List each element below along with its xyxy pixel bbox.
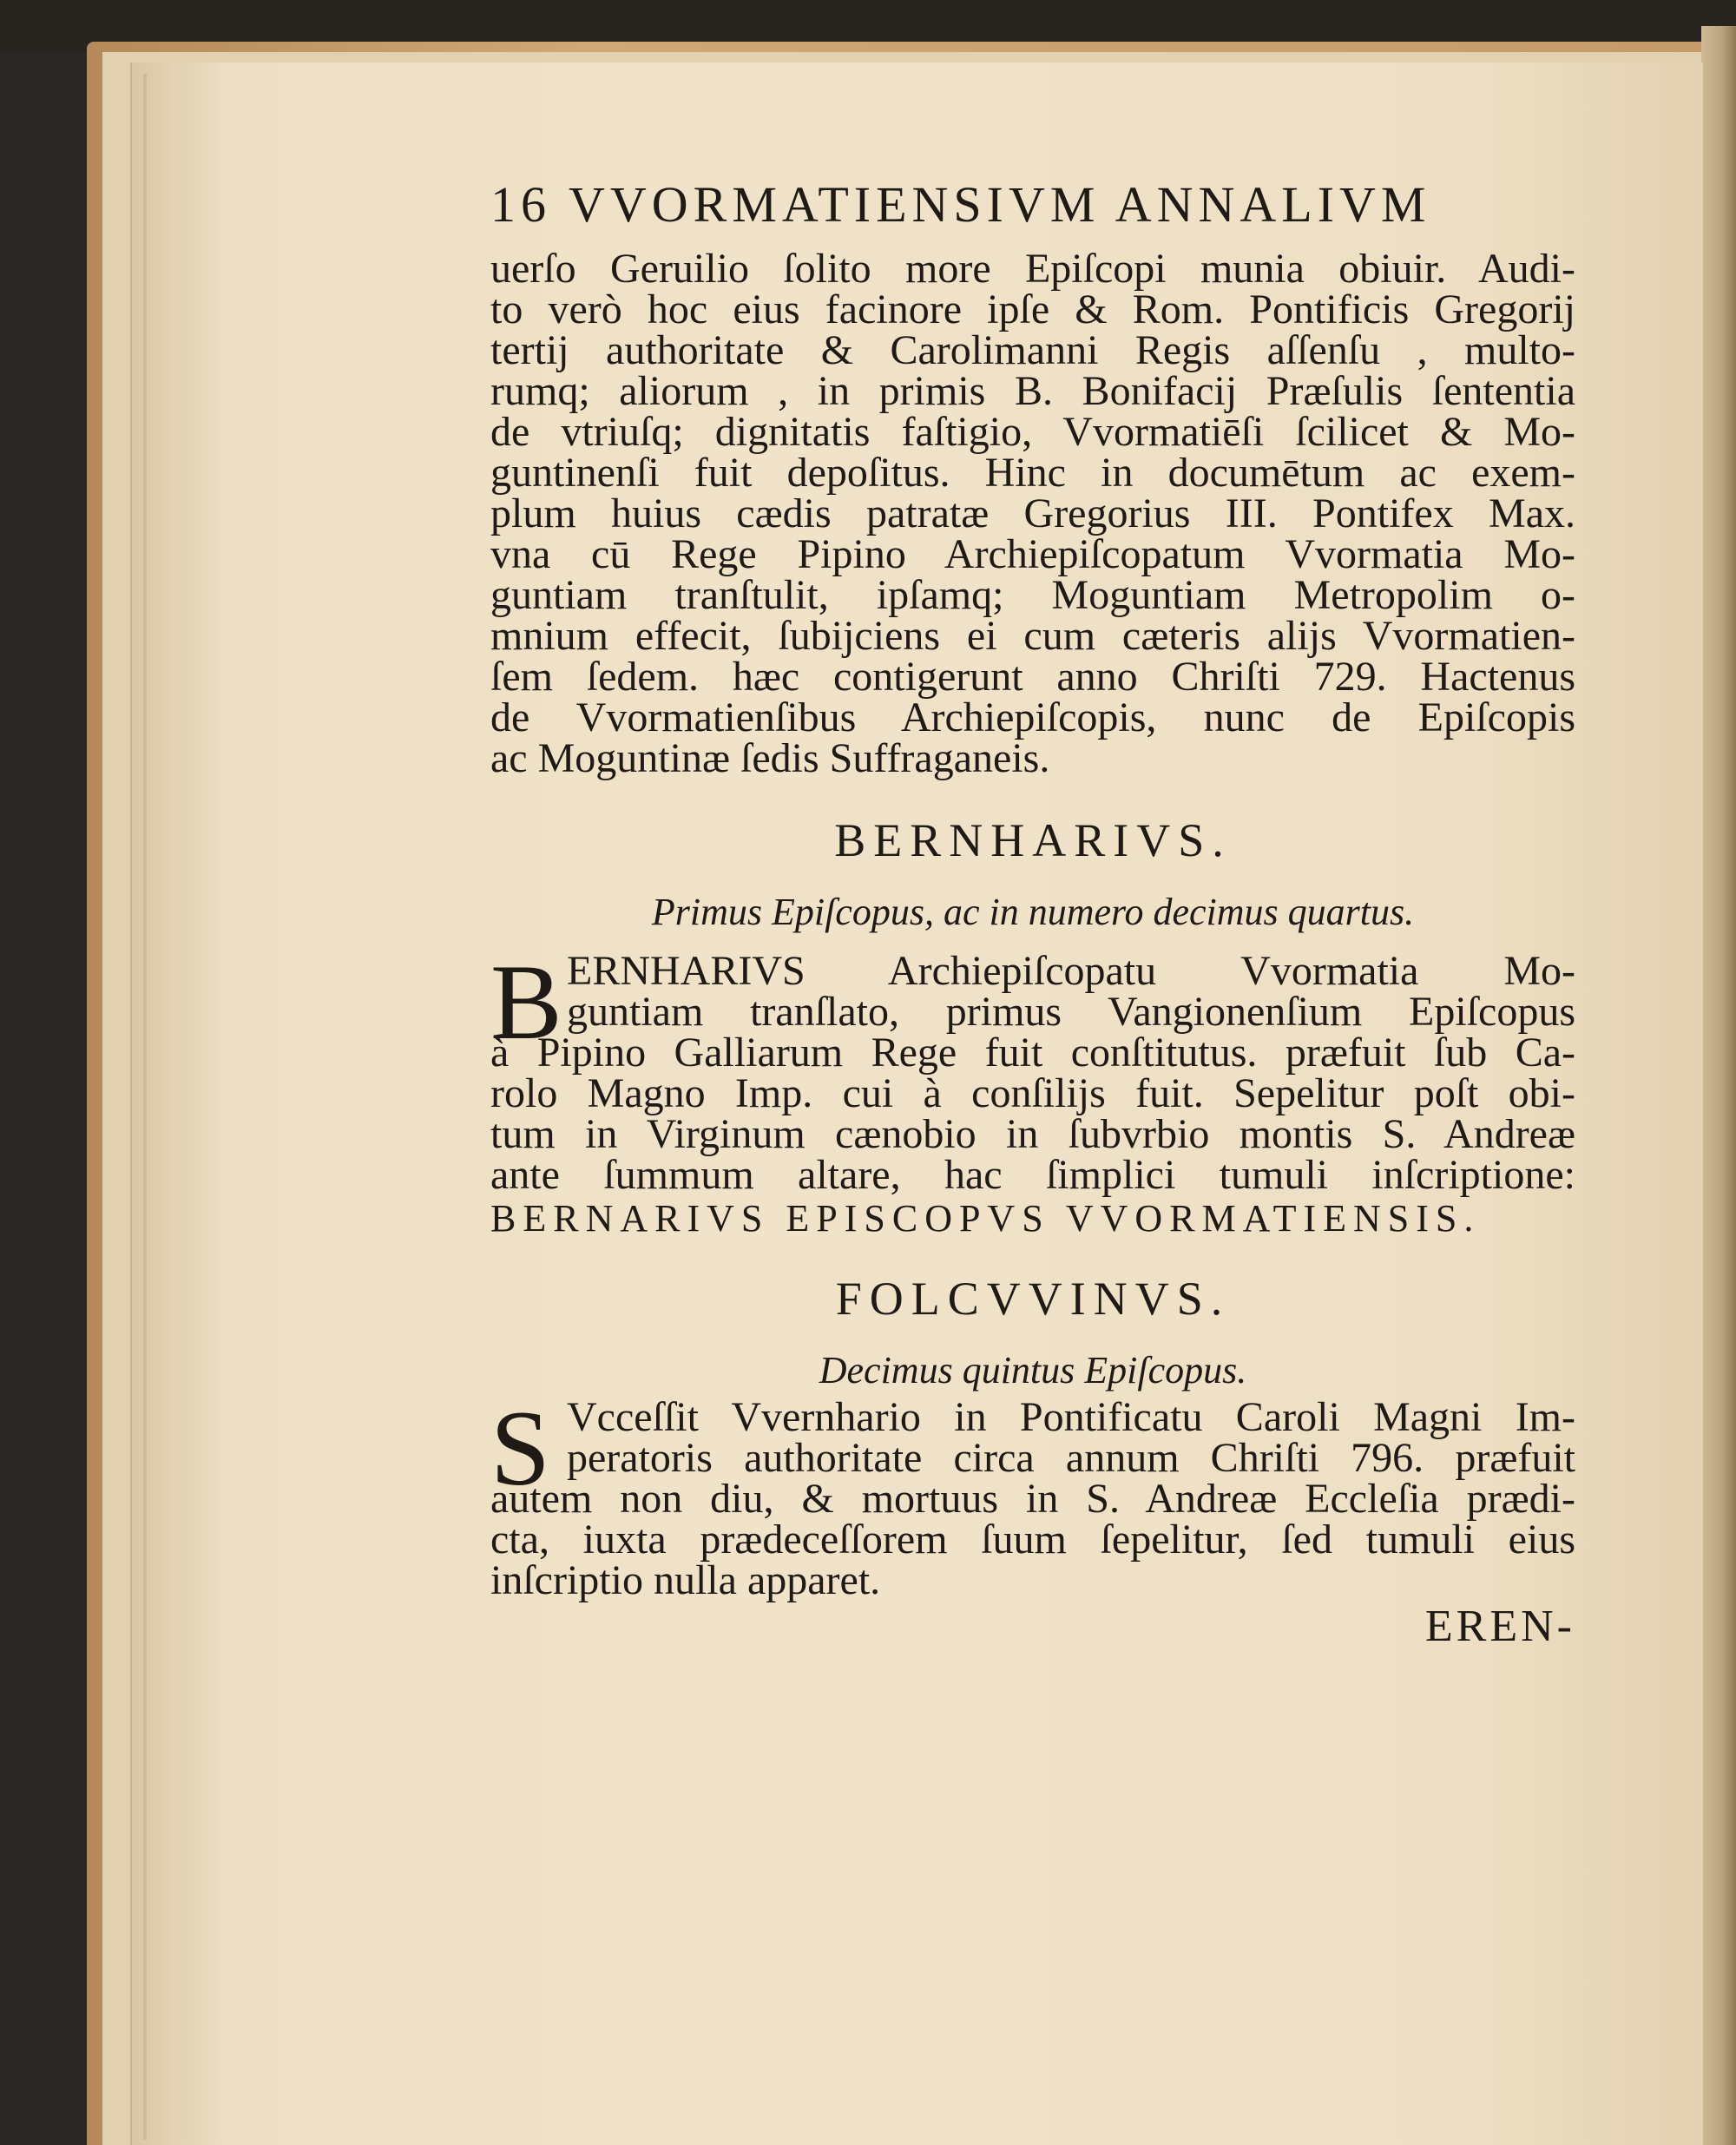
page-edge-sheet — [143, 74, 147, 2140]
facing-page-edge — [1701, 26, 1736, 2145]
bernharius-paragraph — [490, 1030, 1575, 1198]
text-line: uerſo Geruilio ſolito more Epiſcopi munia obiuir. Audi- — [490, 246, 1575, 292]
text-line: guntiam tranſlato, primus Vangionenſium Epiſcopus — [567, 989, 1575, 1035]
text-line: vna cū Rege Pipino Archiepiſcopatum Vvormatia Mo- — [490, 531, 1575, 577]
text-line: de Vvormatienſibus Archiepiſcopis, nunc de Epiſcopis — [490, 694, 1575, 740]
text-line: peratoris authoritate circa annum Chriſti 796. præfuit — [567, 1435, 1575, 1481]
text-line: cta, iuxta prædeceſſorem ſuum ſepelitur, ſed tumuli eius — [490, 1517, 1575, 1563]
text-line: de vtriuſq; dignitatis faſtigio, Vvormatiēſi ſcilicet & Mo- — [490, 409, 1575, 455]
section-subheading-folcvvinus: Decimus quintus Epiſcopus. — [819, 1349, 1247, 1392]
text-line: rolo Magno Imp. cui à conſilijs fuit. Sepelitur poſt obi- — [490, 1070, 1575, 1116]
text-line: plum huius cædis patratæ Gregorius III. Pontifex Max. — [490, 490, 1575, 536]
text-line: ac Moguntinæ ſedis Suffraganeis. — [490, 735, 1050, 781]
intro-paragraph — [490, 248, 1575, 779]
text-line: tum in Virginum cænobio in ſubvrbio montis S. Andreæ — [490, 1111, 1575, 1157]
text-line: Vcceſſit Vvernhario in Pontificatu Caroli Magni Im- — [567, 1394, 1575, 1440]
text-line: inſcriptio nulla apparet. — [490, 1557, 881, 1603]
text-line: tertij authoritate & Carolimanni Regis aſſenſu , multo- — [490, 327, 1575, 373]
section-heading-folcvvinus: FOLCVVINVS. — [835, 1273, 1231, 1325]
running-header — [490, 174, 1575, 236]
page-text — [490, 174, 1575, 1653]
page-number: 16 — [490, 176, 551, 233]
tomb-inscription: BERNARIVS EPISCOPVS VVORMATIENSIS. — [490, 1197, 1481, 1240]
section-heading-bernharius: BERNHARIVS. — [834, 814, 1232, 866]
text-line: mnium effecit, ſubijciens ei cum cæteris alijs Vvormatien- — [490, 613, 1575, 659]
drop-cap: S — [490, 1389, 550, 1508]
text-line: ante ſummum altare, hac ſimplici tumuli inſcriptione: — [490, 1152, 1575, 1198]
folcvvinus-paragraph — [490, 1478, 1575, 1601]
text-line: to verò hoc eius facinore ipſe & Rom. Pontificis Gregorij — [490, 286, 1575, 332]
running-title: VVORMATIENSIVM ANNALIVM — [569, 176, 1431, 233]
catchword: EREN- — [1424, 1602, 1575, 1651]
text-line: à Pipino Galliarum Rege fuit conſtitutus. præfuit ſub Ca- — [490, 1030, 1575, 1076]
text-line: guntinenſi fuit depoſitus. Hinc in documētum ac exem- — [490, 450, 1575, 496]
text-line: guntiam tranſtulit, ipſamq; Moguntiam Metropolim o- — [490, 572, 1575, 618]
section-subheading-bernharius: Primus Epiſcopus, ac in numero decimus quartus. — [651, 891, 1415, 933]
drop-cap: B — [490, 943, 562, 1062]
text-line: ERNHARIVS Archiepiſcopatu Vvormatia Mo- — [567, 948, 1575, 994]
text-line: rumq; aliorum , in primis B. Bonifacij Præſulis ſententia — [490, 368, 1575, 414]
text-line: autem non diu, & mortuus in S. Andreæ Eccleſia prædi- — [490, 1476, 1575, 1522]
text-line: ſem ſedem. hæc contigerunt anno Chriſti 729. Hactenus — [490, 654, 1575, 700]
